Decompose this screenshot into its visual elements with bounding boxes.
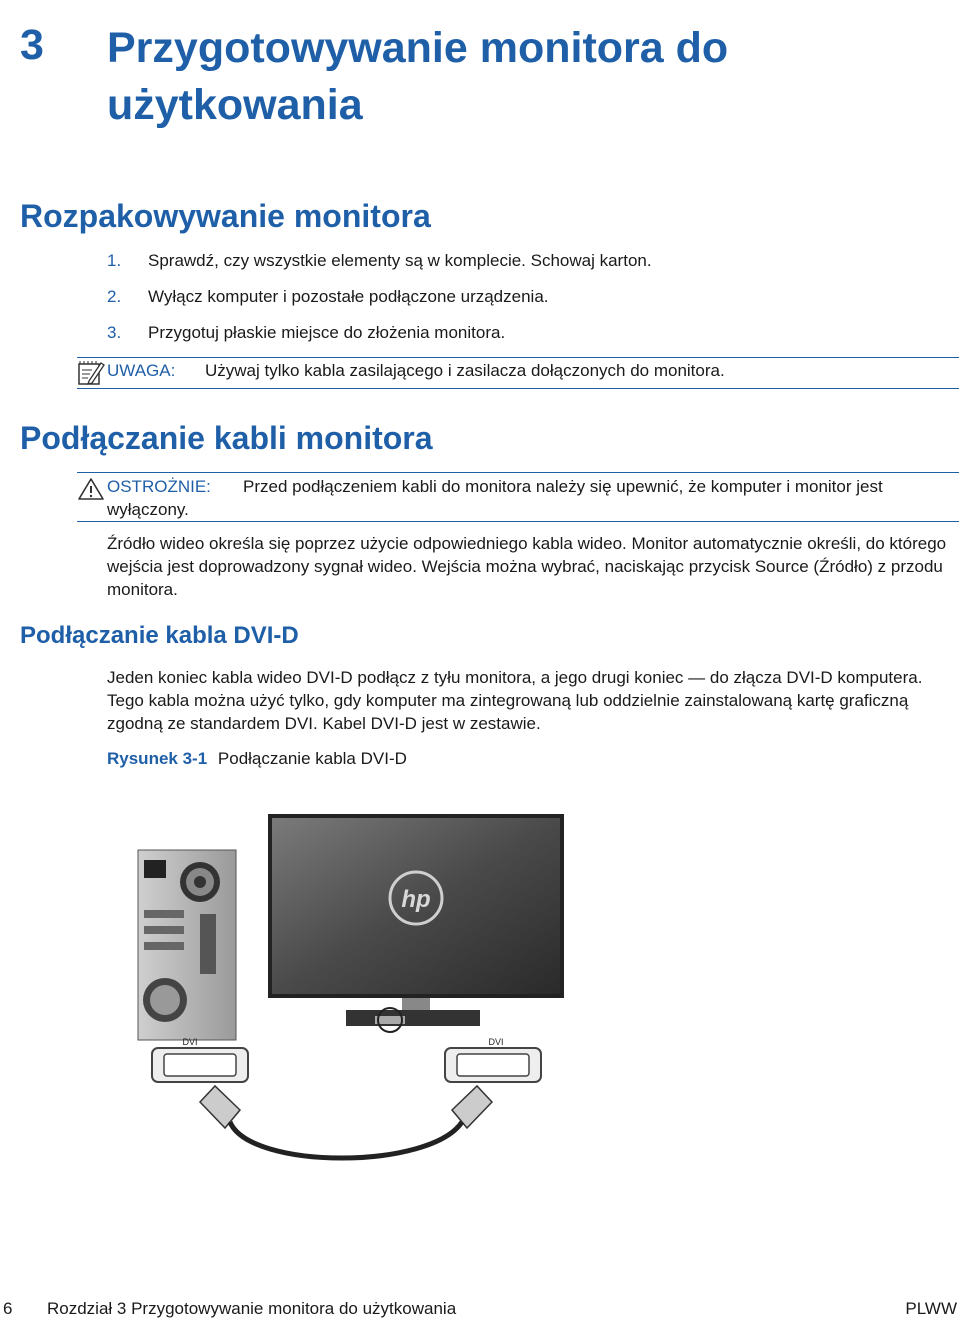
- note-icon: [77, 360, 105, 386]
- caution-label: OSTROŻNIE:: [107, 477, 211, 496]
- caution-text: Przed podłączeniem kabli do monitora należy się upewnić, że komputer i monitor jest wyłączony.: [107, 477, 883, 519]
- step-text: Przygotuj płaskie miejsce do złożenia monitora.: [148, 323, 506, 342]
- dvi-cable-graphic: [200, 1086, 492, 1158]
- step-number: 2.: [107, 287, 122, 306]
- page-footer: [0, 1298, 960, 1322]
- monitor-graphic: [268, 814, 564, 1032]
- footer-right-label: PLWW: [905, 1299, 957, 1318]
- warning-triangle-icon: [77, 477, 105, 501]
- note-label: UWAGA:: [107, 361, 176, 380]
- note-box: [77, 357, 959, 389]
- figure-label: Rysunek 3-1: [107, 749, 208, 768]
- computer-tower-graphic: [138, 850, 236, 1040]
- page-number: 6: [3, 1299, 13, 1318]
- section-heading-unpacking: Rozpakowywanie monitora: [20, 198, 431, 234]
- list-item: [107, 322, 937, 358]
- dvi-port-left: [152, 1037, 248, 1082]
- dvi-port-right: [445, 1037, 541, 1082]
- step-number: 3.: [107, 323, 122, 342]
- dvi-port-left-label: DVI: [182, 1037, 198, 1047]
- note-text: Używaj tylko kabla zasilającego i zasilacza dołączonych do monitora.: [205, 361, 725, 380]
- dvi-port-right-label: DVI: [488, 1037, 504, 1047]
- step-text: Wyłącz komputer i pozostałe podłączone urządzenia.: [148, 287, 549, 306]
- chapter-title: Przygotowywanie monitora do użytkowania: [107, 24, 729, 129]
- caution-box: [77, 472, 959, 522]
- caution-body: [107, 475, 957, 521]
- footer-chapter: Rozdział 3 Przygotowywanie monitora do użytkowania: [47, 1299, 457, 1318]
- dvi-paragraph: Jeden koniec kabla wideo DVI-D podłącz z tyłu monitora, a jego drugi koniec — do złącza DVI-D komputera. Tego kabla można użyć tylko, gdy komputer ma zintegrowaną lub oddzielnie zainstalowaną kartę graficzną zgodną ze standardem DVI. Kabel DVI-D jest w zestawie.: [107, 668, 923, 733]
- cables-paragraph: Źródło wideo określa się poprzez użycie odpowiedniego kabla wideo. Monitor automatycznie określi, do którego wejścia jest doprowadzony sygnał wideo. Wejścia można wybrać, naciskając przycisk Source (Źródło) z przodu monitora.: [107, 534, 947, 599]
- unpacking-steps: [107, 250, 937, 358]
- hp-logo: hp: [401, 886, 431, 913]
- step-number: 1.: [107, 251, 122, 270]
- subsection-heading-dvi: Podłączanie kabla DVI-D: [20, 622, 299, 649]
- chapter-number: 3: [20, 21, 44, 69]
- section-heading-cables: Podłączanie kabli monitora: [20, 420, 433, 456]
- list-item: [107, 286, 937, 322]
- dvi-connection-illustration: [130, 810, 580, 1170]
- list-item: [107, 250, 937, 286]
- figure-title: Podłączanie kabla DVI-D: [217, 749, 407, 768]
- figure-caption: [107, 748, 407, 770]
- step-text: Sprawdź, czy wszystkie elementy są w komplecie. Schowaj karton.: [148, 251, 652, 270]
